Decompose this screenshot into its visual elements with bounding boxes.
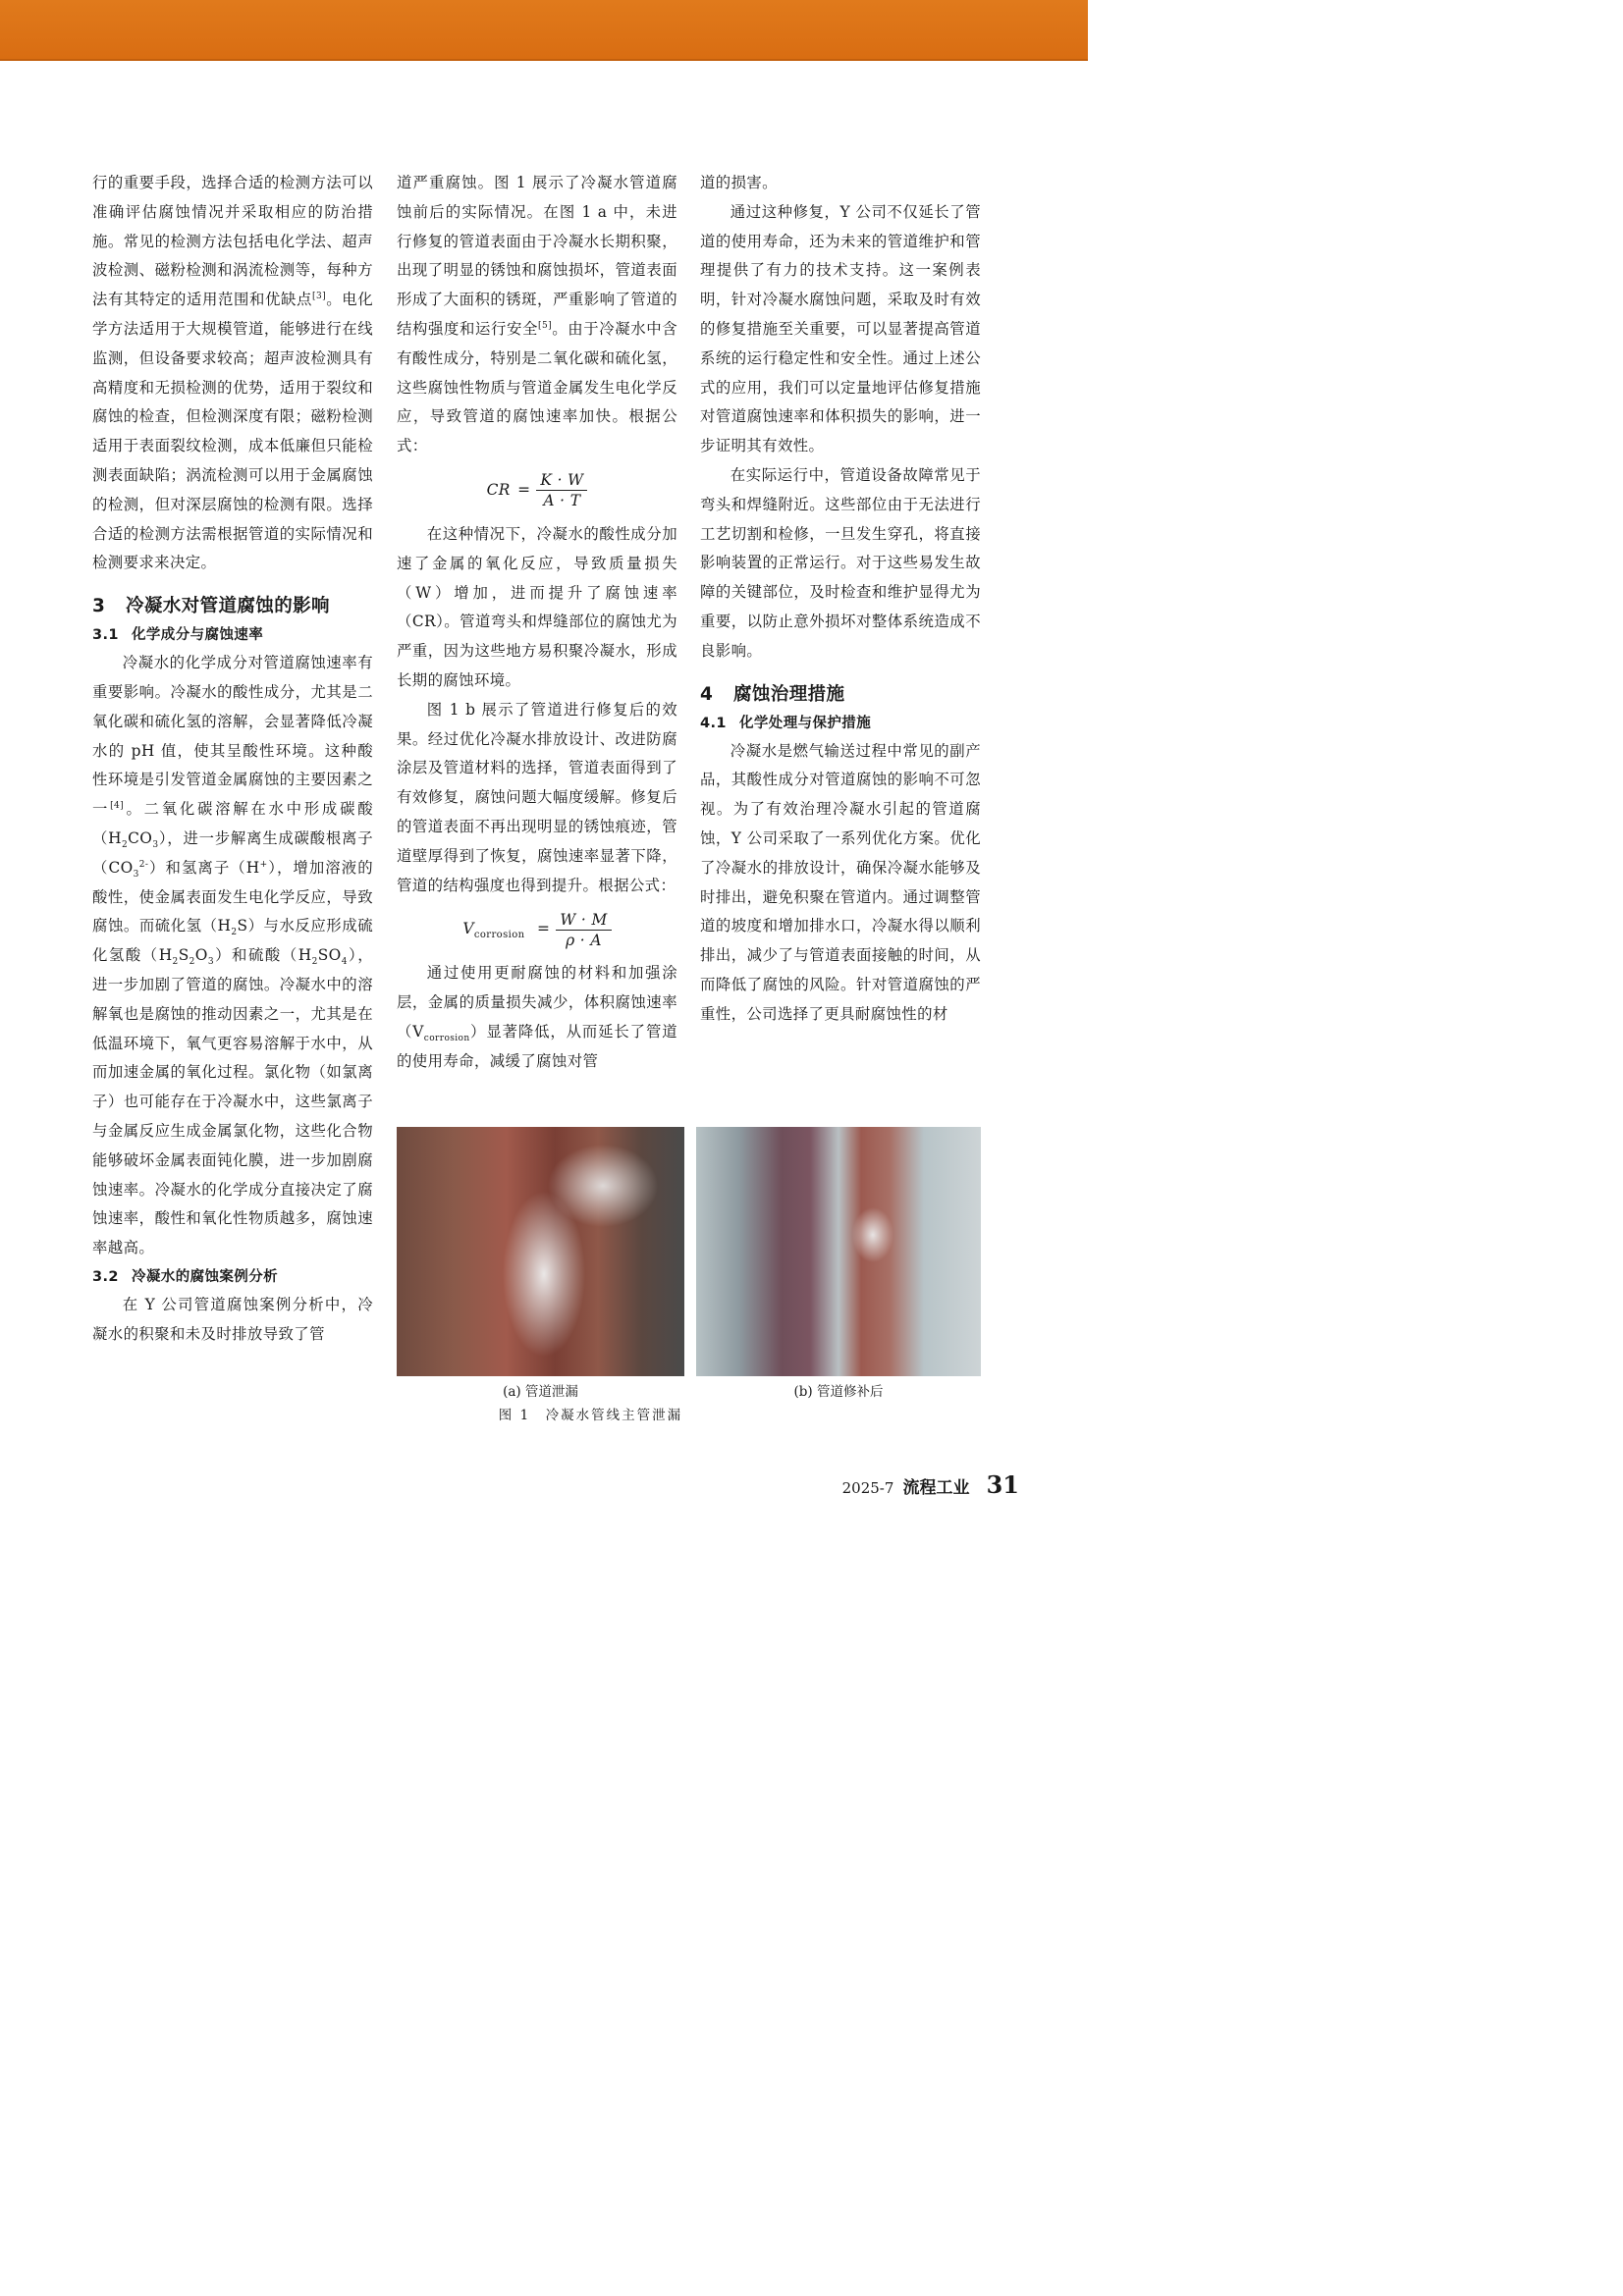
citation: [4] <box>110 801 125 812</box>
citation: [3] <box>312 292 326 302</box>
section-heading-3: 3 冷凝水对管道腐蚀的影响 <box>92 596 330 617</box>
paragraph: 在 Y 公司管道腐蚀案例分析中，冷凝水的积聚和未及时排放导致了管 <box>92 1295 373 1343</box>
journal-name: 流程工业 <box>902 1478 970 1498</box>
paragraph: 行的重要手段，选择合适的检测方法可以准确评估腐蚀情况并采取相应的防治措施。常见的检测方法包括电化学法、超声波检测、磁粉检测和涡流检测等，每种方法有其特定的适用范围和优缺点[3]。电化学方法适用于大规模管道，能够进行在线监测，但设备要求较高；超声波检测具有高精度和无损检测的优势，适用于裂纹和腐蚀的检查，但检测深度有限；磁粉检测适用于表面裂纹检测，成本低廉但只能检测表面缺陷；涡流检测可以用于金属腐蚀的检测，但对深层腐蚀的检测有限。选择合适的检测方法需根据管道的实际情况和检测要求来决定。 <box>92 174 373 572</box>
column-3 <box>700 169 981 1030</box>
figure-title: 图 1 冷凝水管线主管泄漏 <box>498 1408 683 1423</box>
issue-label: 2025-7 <box>841 1479 894 1497</box>
formula-cr: CR = $\frac{K \cdot W}{A \cdot T}$ <box>397 461 677 520</box>
subsection-heading-3-2: 3.2 冷凝水的腐蚀案例分析 <box>92 1268 278 1285</box>
citation: [5] <box>538 320 552 331</box>
paragraph: 通过使用更耐腐蚀的材料和加强涂层，金属的质量损失减少，体积腐蚀速率$(V_{corrosion})$显著降低，从而延长了管道的使用寿命，减缓了腐蚀对管 <box>397 964 677 1070</box>
paragraph: 在这种情况下，冷凝水的酸性成分加速了金属的氧化反应，导致质量损失（W）增加，进而提升了腐蚀速率（CR）。管道弯头和焊缝部位的腐蚀尤为严重，因为这些地方易积聚冷凝水，形成长期的腐蚀环境。 <box>397 524 677 689</box>
paragraph: 图 1 b 展示了管道进行修复后的效果。经过优化冷凝水排放设计、改进防腐涂层及管道材料的选择，管道表面得到了有效修复，腐蚀问题大幅度缓解。修复后的管道表面不再出现明显的锈蚀痕迹，管道壁厚得到了恢复，腐蚀速率显著下降，管道的结构强度也得到提升。根据公式： <box>397 700 677 894</box>
subsection-heading-4-1: 4.1 化学处理与保护措施 <box>700 715 872 731</box>
paragraph: 道的损害。 <box>700 174 778 191</box>
photo-pipe-repaired <box>696 1127 981 1376</box>
column-2 <box>397 169 677 1077</box>
figure-caption-a: (a) 管道泄漏 <box>503 1384 578 1400</box>
paragraph: 冷凝水是燃气输送过程中常见的副产品，其酸性成分对管道腐蚀的影响不可忽视。为了有效治理冷凝水引起的管道腐蚀，Y 公司采取了一系列优化方案。优化了冷凝水的排放设计，确保冷凝水能够及时排出，避免积聚在管道内。通过调整管道的坡度和增加排水口，冷凝水得以顺利排出，减少了与管道表面接触的时间，从而降低了腐蚀的风险。针对管道腐蚀的严重性，公司选择了更具耐腐蚀性的材 <box>700 741 981 1023</box>
section-heading-4: 4 腐蚀治理措施 <box>700 683 845 705</box>
paragraph: 道严重腐蚀。图 1 展示了冷凝水管道腐蚀前后的实际情况。在图 1 a 中，未进行修复的管道表面由于冷凝水长期积聚，出现了明显的锈蚀和腐蚀损坏，管道表面形成了大面积的锈斑，严重影响了管道的结构强度和运行安全[5]。由于冷凝水中含有酸性成分，特别是二氧化碳和硫化氢，这些腐蚀性物质与管道金属发生电化学反应，导致管道的腐蚀速率加快。根据公式： <box>397 174 678 455</box>
subsection-heading-3-1: 3.1 化学成分与腐蚀速率 <box>92 627 264 644</box>
photo-pipe-leak <box>397 1127 684 1376</box>
page-number: 31 <box>986 1470 1019 1499</box>
formula-vcorrosion: $V_{corrosion}$ = $\frac{W \cdot M}{\rho \cdot A}$ <box>397 900 677 959</box>
page-footer <box>842 1470 1019 1499</box>
paragraph: 通过这种修复，Y 公司不仅延长了管道的使用寿命，还为未来的管道维护和管理提供了有力的技术支持。这一案例表明，针对冷凝水腐蚀问题，采取及时有效的修复措施至关重要，可以显著提高管道系统的运行稳定性和安全性。通过上述公式的应用，我们可以定量地评估修复措施对管道腐蚀速率和体积损失的影响，进一步证明其有效性。 <box>700 202 981 455</box>
column-1 <box>92 169 373 1349</box>
paragraph: 在实际运行中，管道设备故障常见于弯头和焊缝附近。这些部位由于无法进行工艺切割和检修，一旦发生穿孔，将直接影响装置的正常运行。对于这些易发生故障的关键部位，及时检查和维护显得尤为重要，以防止意外损坏对整体系统造成不良影响。 <box>700 465 981 660</box>
figure-caption-b: (b) 管道修补后 <box>793 1384 884 1400</box>
top-banner <box>0 0 1088 61</box>
paragraph: 冷凝水的化学成分对管道腐蚀速率有重要影响。冷凝水的酸性成分，尤其是二氧化碳和硫化氢的溶解，会显著降低冷凝水的 pH 值，使其呈酸性环境。这种酸性环境是引发管道金属腐蚀的主要因素之一[4]。二氧化碳溶解在水中形成碳酸$(H_2CO_3)$，进一步解离生成碳酸根离子$(CO_3^{2-})$和氢离子（H+），增加溶液的酸性，使金属表面发生电化学反应，导致腐蚀。而硫化氢$(H_2S)$与水反应形成硫化氢酸$(H_2S_2O_3)$和硫酸$(H_2SO_4)$，进一步加剧了管道的腐蚀。冷凝水中的溶解氧也是腐蚀的推动因素之一，尤其是在低温环境下，氧气更容易溶解于水中，从而加速金属的氧化过程。氯化物（如氯离子）也可能存在于冷凝水中，这些氯离子与金属反应生成金属氯化物，这些化合物能够破坏金属表面钝化膜，进一步加剧腐蚀速率。冷凝水的化学成分直接决定了腐蚀速率，酸性和氧化性物质越多，腐蚀速率越高。 <box>92 654 373 1257</box>
